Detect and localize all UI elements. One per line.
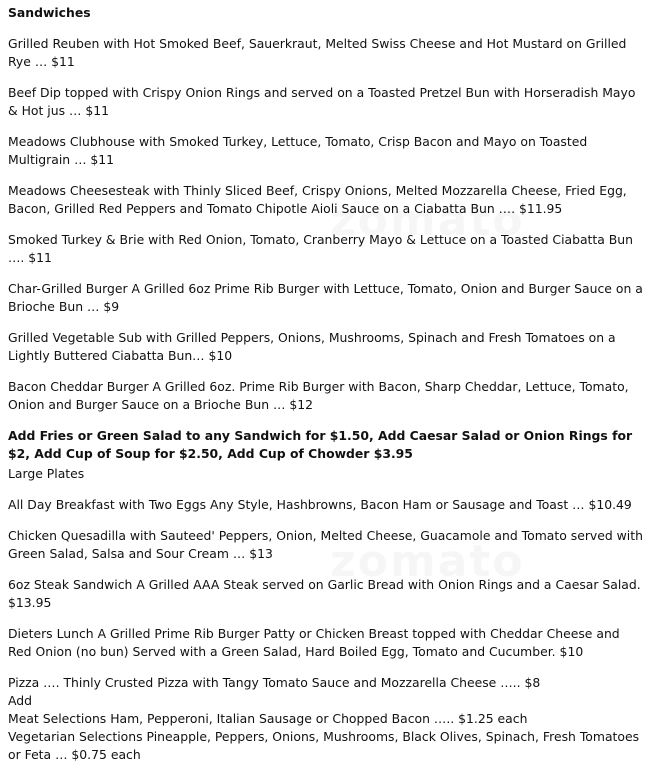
menu-item: Beef Dip topped with Crispy Onion Rings and served on a Toasted Pretzel Bun with Horseradish Mayo & Hot jus … $11 [8,85,636,118]
menu-item: Dieters Lunch A Grilled Prime Rib Burger Patty or Chicken Breast topped with Cheddar Cheese and Red Onion (no bun) Served with a Green Salad, Hard Boiled Egg, Tomato and Cucumber. $10 [8,626,620,659]
pizza-add-label: Add [8,693,32,708]
menu-page [8,0,644,764]
menu-item: Grilled Reuben with Hot Smoked Beef, Sauerkraut, Melted Swiss Cheese and Hot Mustard on Grilled Rye … $11 [8,36,627,69]
menu-item: Chicken Quesadilla with Sauteed' Peppers, Onion, Melted Cheese, Guacamole and Tomato served with Green Salad, Salsa and Sour Cream … $13 [8,528,643,561]
menu-item: Bacon Cheddar Burger A Grilled 6oz. Prime Rib Burger with Bacon, Sharp Cheddar, Lettuce, Tomato, Onion and Burger Sauce on a Brioche Bun … $12 [8,379,629,412]
menu-item: All Day Breakfast with Two Eggs Any Style, Hashbrowns, Bacon Ham or Sausage and Toast … $10.49 [8,497,632,512]
pizza-vegetarian-selections: Vegetarian Selections Pineapple, Peppers, Onions, Mushrooms, Black Olives, Spinach, Fresh Tomatoes or Feta … $0.75 each [8,729,640,762]
menu-item: Smoked Turkey & Brie with Red Onion, Tomato, Cranberry Mayo & Lettuce on a Toasted Ciabatta Bun …. $11 [8,232,634,265]
menu-item: Char-Grilled Burger A Grilled 6oz Prime Rib Burger with Lettuce, Tomato, Onion and Burger Sauce on a Brioche Bun … $9 [8,281,643,314]
large-plates-heading: Large Plates [8,466,85,481]
menu-item: 6oz Steak Sandwich A Grilled AAA Steak served on Garlic Bread with Onion Rings and a Caesar Salad. $13.95 [8,577,641,610]
sandwich-addons-note: Add Fries or Green Salad to any Sandwich for $1.50, Add Caesar Salad or Onion Rings for $2, Add Cup of Soup for $2.50, Add Cup of Chowder $3.95 [8,428,633,461]
pizza-item: Pizza …. Thinly Crusted Pizza with Tangy Tomato Sauce and Mozzarella Cheese ….. $8 [8,675,541,690]
pizza-meat-selections: Meat Selections Ham, Pepperoni, Italian Sausage or Chopped Bacon ….. $1.25 each [8,711,528,726]
menu-item: Meadows Cheesesteak with Thinly Sliced Beef, Crispy Onions, Melted Mozzarella Cheese, Fried Egg, Bacon, Grilled Red Peppers and Tomato Chipotle Aioli Sauce on a Ciabatta Bun …. $11.95 [8,183,627,216]
sandwiches-heading: Sandwiches [8,5,91,20]
menu-item: Meadows Clubhouse with Smoked Turkey, Lettuce, Tomato, Crisp Bacon and Mayo on Toasted Multigrain … $11 [8,134,588,167]
menu-item: Grilled Vegetable Sub with Grilled Peppers, Onions, Mushrooms, Spinach and Fresh Tomatoes on a Lightly Buttered Ciabatta Bun… $10 [8,330,616,363]
